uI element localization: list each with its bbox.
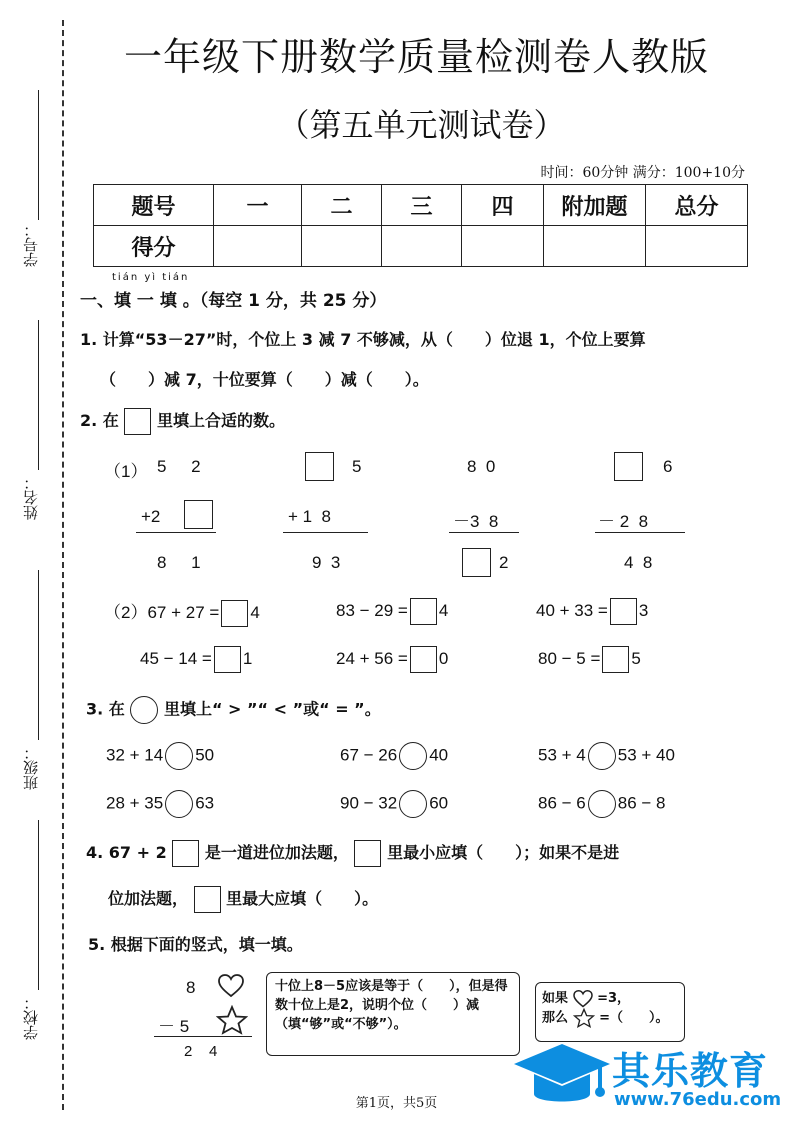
score-cell[interactable] [214,226,302,267]
q2-eq-6 [538,646,641,673]
vert1-bottom: 8 1 [157,553,211,572]
time-info: 时间：60分钟 满分：100+10分 [540,165,745,181]
score-header-cell: 题号 [94,185,214,226]
vert3-answer-box[interactable] [462,548,491,577]
q4-answer-box[interactable] [172,840,199,867]
vert2-mid: + 1 8 [288,507,332,526]
vert2-bottom: 9 3 [312,553,341,572]
vert1-line [136,532,216,533]
cmp-right: 63 [195,793,215,813]
cmp-right: 86 − 8 [617,793,666,813]
vert3-mid: －3 8 [453,512,499,531]
q3-item-3 [538,742,675,770]
score-header-cell: 三 [382,185,462,226]
cmp-left: 28 + 35 [106,793,164,813]
vert3-bottom: 2 [499,553,509,572]
eq-right: 1 [242,648,253,668]
q5-note2-line2 [542,1008,678,1028]
eq-right: 4 [250,603,260,622]
q3-item-2 [340,742,448,770]
class-line [38,570,39,740]
q4-middle: 是一道进位加法题， [204,843,349,862]
answer-box-icon [194,886,221,913]
q4-line2a: 位加法题， [108,889,189,908]
q2-heading [80,408,285,435]
eq-answer-box[interactable] [410,598,437,625]
vert4-answer-box[interactable] [614,452,643,481]
cmp-left: 86 − 6 [538,793,586,813]
eq-left: 67 + 27 = [147,603,220,622]
answer-circle-icon [130,696,158,724]
note2-text: 如果 [542,991,569,1006]
eq-answer-box[interactable] [221,600,248,627]
cmp-answer-circle[interactable] [399,742,427,770]
q2-prefix: 2. 在 [80,411,119,430]
score-cell[interactable] [544,226,646,267]
heart-icon [573,990,593,1008]
vert3-line [449,532,519,533]
q1-line1: 1. 计算“53－27”时，个位上 3 减 7 不够减，从（ ）位退 1，个位上要算 [80,330,646,349]
q2-part2-label: （2） [104,603,148,622]
q2-eq-4 [140,646,252,673]
eq-right: 0 [438,648,449,668]
eq-answer-box[interactable] [610,598,637,625]
q4-prefix: 4. 67 + 2 [86,843,167,862]
cmp-answer-circle[interactable] [588,790,616,818]
cmp-right: 40 [429,745,449,765]
score-header-cell: 二 [302,185,382,226]
note2-text: 那么 [542,1010,569,1026]
logo-name: 其乐教育 [612,1049,769,1093]
q4-middle2: 里最小应填（ ）；如果不是进 [387,843,620,862]
q5-line [154,1036,252,1037]
eq-left: 45 − 14 = [140,648,212,668]
q2-eq-1 [104,598,260,627]
q2-part1-label: （1） [104,462,148,481]
q2-eq-5 [336,646,448,673]
binding-dashed-line [62,20,64,1110]
vert1-answer-box[interactable] [184,500,213,529]
vert1-top: 5 2 [157,457,211,476]
answer-box-icon [354,840,381,867]
eq-left: 24 + 56 = [336,648,408,668]
class-label: 班级： [22,745,40,790]
cmp-answer-circle[interactable] [165,742,193,770]
name-label: 姓名： [22,475,40,520]
cmp-left: 32 + 14 [106,745,164,765]
vert2-top: 5 [352,457,362,476]
q4-line2b: 里最大应填（ ）。 [226,889,379,908]
q3-item-5 [340,790,448,818]
q4-line1 [86,840,619,867]
vert4-line [595,532,685,533]
score-header-cell: 附加题 [544,185,646,226]
score-row-label: 得分 [94,226,214,267]
cmp-answer-circle[interactable] [165,790,193,818]
star-icon [216,1005,248,1035]
eq-left: 83 − 29 = [336,600,408,620]
vert2-line [283,532,368,533]
score-cell[interactable] [302,226,382,267]
cmp-left: 90 − 32 [340,793,398,813]
q5-note-box: 十位上8－5应该是等于（ ），但是得数十位上是2，说明个位（ ）减（填“够”或“不够”）。 [266,972,520,1056]
eq-right: 3 [638,600,649,620]
page-title: 一年级下册数学质量检测卷人教版 [123,35,709,79]
cmp-left: 53 + 4 [538,745,586,765]
page-subtitle: （第五单元测试卷） [277,106,566,144]
note2-text: =3， [597,991,631,1006]
q5-top-digit: 8 [186,978,196,997]
vert1-mid: +2 [141,507,161,526]
score-table-score-row [94,226,748,267]
q3-heading [86,696,381,724]
q2-eq-3 [536,598,648,625]
cmp-left: 67 − 26 [340,745,398,765]
cmp-answer-circle[interactable] [588,742,616,770]
eq-left: 80 − 5 = [538,648,601,668]
vert4-bottom: 4 8 [624,553,653,572]
eq-answer-box[interactable] [214,646,241,673]
section-heading: 一、填 一 填 。（每空 1 分，共 25 分） [80,291,387,311]
eq-right: 5 [631,648,641,668]
vert4-top: 6 [663,457,673,476]
vert3-top: 8 0 [467,457,496,476]
vert4-mid: － 2 8 [598,512,649,531]
logo-url: www.76edu.com [614,1089,782,1110]
cmp-right: 50 [195,745,215,765]
heart-icon [218,974,244,998]
q3-prefix: 3. 在 [86,699,125,719]
q5-note2-box [535,982,685,1042]
q2-suffix: 里填上合适的数。 [156,411,285,430]
star-icon [573,1008,595,1028]
score-table-header-row [94,185,748,226]
score-cell[interactable] [646,226,748,267]
name-line [38,320,39,470]
school-line [38,820,39,990]
eq-answer-box[interactable] [410,646,437,673]
vert2-answer-box[interactable] [305,452,334,481]
score-header-cell: 一 [214,185,302,226]
score-header-cell: 总分 [646,185,748,226]
q5-heading: 5. 根据下面的竖式，填一填。 [88,935,303,954]
answer-box-icon [124,408,151,435]
cmp-right: 53 + 40 [617,745,675,765]
q5-minus: － 5 [158,1017,190,1036]
q2-eq-2 [336,598,448,625]
cmp-answer-circle[interactable] [399,790,427,818]
q1-line2: （ ）减 7，十位要算（ ）减（ ）。 [100,370,429,389]
eq-left: 40 + 33 = [536,600,608,620]
q4-line2 [108,886,378,913]
q3-item-6 [538,790,666,818]
note2-text: =（ ）。 [599,1010,669,1026]
q5-note2-line1 [542,989,678,1008]
score-cell[interactable] [462,226,544,267]
q3-item-1 [106,742,214,770]
eq-answer-box[interactable] [602,646,629,673]
q5-result: 2 4 [184,1043,218,1060]
page-footer: 第1页，共5页 [355,1096,438,1111]
section-pinyin: tián yì tián [112,272,190,283]
cmp-right: 60 [429,793,449,813]
score-header-cell: 四 [462,185,544,226]
q3-suffix: 里填上“ > ”“ < ”或“ = ”。 [163,699,381,719]
q3-item-4 [106,790,214,818]
score-table [93,184,748,267]
score-cell[interactable] [382,226,462,267]
student-no-label: 学号： [22,222,40,267]
school-label: 学校： [22,995,40,1040]
eq-right: 4 [438,600,449,620]
